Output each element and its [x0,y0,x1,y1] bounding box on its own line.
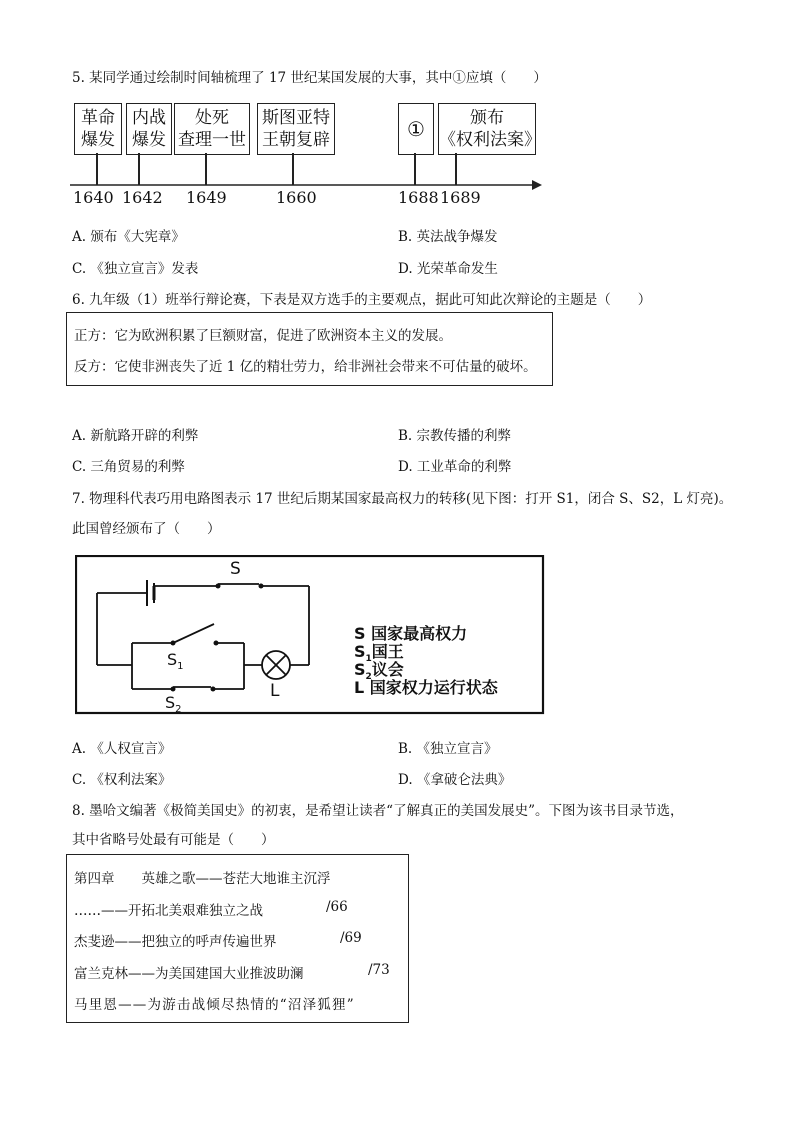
legend-s1: $S_1$国王 [354,642,404,665]
timeline-event-5: ① [398,103,434,155]
timeline-event-2: 内战 爆发 [126,103,172,155]
q7-circuit-diagram [75,555,545,715]
q7-option-c[interactable]: C. 《权利法案》 [72,772,172,788]
q6-option-a[interactable]: A. 新航路开辟的利弊 [72,428,199,444]
year-1689: 1689 [440,188,481,207]
q7-stem-line2: 此国曾经颁布了（ ） [72,521,221,537]
toc-item-4: 马里恩——为游击战倾尽热情的“沼泽狐狸” [74,997,355,1013]
q7-option-d[interactable]: D. 《拿破仑法典》 [398,772,512,788]
switch-s2-label: $S_2$ [165,693,182,716]
year-1688: 1688 [398,188,439,207]
timeline-event-4: 斯图亚特 王朝复辟 [257,103,335,155]
lamp-label: L [270,681,280,701]
timeline-event-6: 颁布 《权利法案》 [438,103,536,155]
q5-option-a[interactable]: A. 颁布《大宪章》 [72,229,185,245]
q6-con-view: 反方：它使非洲丧失了近 1 亿的精壮劳力，给非洲社会带来不可估量的破坏。 [74,359,537,375]
q5-option-d[interactable]: D. 光荣革命发生 [398,261,498,277]
toc-item-3-page: /73 [368,962,390,978]
q7-stem-line1: 7. 物理科代表巧用电路图表示 17 世纪后期某国家最高权力的转移(见下图：打开 S1，闭合 S、S2，L 灯亮)。 [72,491,733,507]
legend-s2: $S_2$议会 [354,660,404,683]
toc-item-1: ……——开拓北美艰难独立之战 [74,903,263,919]
toc-item-2: 杰斐逊——把独立的呼声传遍世界 [74,934,277,950]
q8-stem-line2: 其中省略号处最有可能是（ ） [72,832,275,848]
year-1642: 1642 [122,188,163,207]
q6-option-b[interactable]: B. 宗教传播的利弊 [398,428,512,444]
legend-s: S 国家最高权力 [354,624,468,643]
toc-item-1-page: /66 [326,899,348,915]
q5-option-b[interactable]: B. 英法战争爆发 [398,229,498,245]
toc-item-3: 富兰克林——为美国建国大业推波助澜 [74,966,304,982]
q6-pro-view: 正方：它为欧洲积累了巨额财富，促进了欧洲资本主义的发展。 [74,328,452,344]
timeline-event-1: 革命 爆发 [74,103,122,155]
year-1660: 1660 [276,188,317,207]
q6-option-c[interactable]: C. 三角贸易的利弊 [72,459,185,475]
q6-stem: 6. 九年级（1）班举行辩论赛，下表是双方选手的主要观点，据此可知此次辩论的主题是（ ） [72,292,652,308]
q7-option-a[interactable]: A. 《人权宣言》 [72,741,172,757]
q6-option-d[interactable]: D. 工业革命的利弊 [398,459,512,475]
switch-s1-label: $S_1$ [167,650,184,673]
q8-stem-line1: 8. 墨哈文编著《极简美国史》的初衷，是希望让读者“了解真正的美国发展史”。下图为该书目录节选， [72,803,684,819]
legend-l: L 国家权力运行状态 [354,678,498,697]
timeline-event-3: 处死 查理一世 [174,103,250,155]
q5-stem: 5. 某同学通过绘制时间轴梳理了 17 世纪某国发展的大事，其中①应填（ ） [72,70,547,86]
toc-item-2-page: /69 [340,930,362,946]
year-1649: 1649 [186,188,227,207]
q5-option-c[interactable]: C. 《独立宣言》发表 [72,261,199,277]
toc-chapter: 第四章 英雄之歌——苍茫大地谁主沉浮 [74,871,331,887]
year-1640: 1640 [73,188,114,207]
q7-option-b[interactable]: B. 《独立宣言》 [398,741,498,757]
switch-s-label: S [230,559,241,579]
